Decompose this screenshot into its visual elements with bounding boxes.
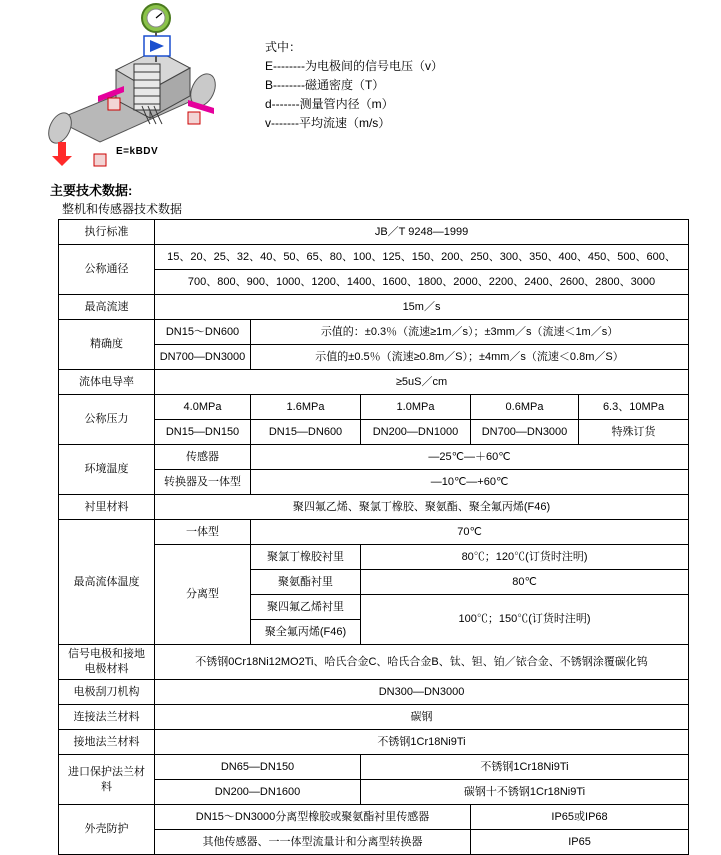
row-label-standard: 执行标准 (59, 220, 155, 245)
section-title: 主要技术数据: (50, 183, 133, 198)
separate-type-label: 分离型 (155, 545, 251, 645)
pressure-range-3: DN200—DN1000 (361, 420, 471, 445)
separate-temp-2: 80℃ (361, 570, 689, 595)
table-row (59, 645, 689, 680)
formula-caption: E=kBDV (116, 146, 159, 157)
legend-line-2: B--------磁通密度（T） (265, 78, 385, 92)
converter-head (142, 4, 170, 62)
nominal-diameter-line-1: 15、20、25、32、40、50、65、80、100、125、150、200、250、300、350、400、450、500、600、 (155, 245, 689, 270)
table-row (59, 320, 689, 345)
row-label-ground-flange: 接地法兰材料 (59, 730, 155, 755)
accuracy-range-2: DN700—DN3000 (155, 345, 251, 370)
pressure-range-2: DN15—DN600 (251, 420, 361, 445)
row-label-accuracy: 精确度 (59, 320, 155, 370)
pressure-value-4: 0.6MPa (471, 395, 579, 420)
electrode-label-line-2: 电极材料 (84, 663, 129, 675)
integrated-type-value: 70℃ (251, 520, 689, 545)
pressure-range-5: 特殊订货 (579, 420, 689, 445)
separate-material-4: 聚全氟丙烯(F46) (251, 620, 361, 645)
table-row (59, 295, 689, 320)
pressure-value-1: 4.0MPa (155, 395, 251, 420)
separate-temp-3: 100℃；150℃(订货时注明) (361, 595, 689, 645)
row-value-lining-material: 聚四氟乙烯、聚氯丁橡胶、聚氨酯、聚全氟丙烯(F46) (155, 495, 689, 520)
pressure-range-1: DN15—DN150 (155, 420, 251, 445)
row-value-conductivity: ≥5uS／cm (155, 370, 689, 395)
row-label-scraper: 电极刮刀机构 (59, 680, 155, 705)
inlet-flange-label-line-2: 料 (101, 780, 112, 793)
table-row (59, 370, 689, 395)
specification-table (58, 219, 689, 855)
row-label-conductivity: 流体电导率 (59, 370, 155, 395)
separate-temp-1: 80℃；120℃(订货时注明) (361, 545, 689, 570)
table-row (59, 705, 689, 730)
table-row (59, 395, 689, 420)
inlet-flange-material-1: 不锈钢1Cr18Ni9Ti (361, 755, 689, 780)
row-value-max-velocity: 15m／s (155, 295, 689, 320)
accuracy-range-1: DN15～DN600 (155, 320, 251, 345)
table-row (59, 805, 689, 830)
formula-legend (265, 38, 565, 133)
row-value-ground-flange: 不锈钢1Cr18Ni9Ti (155, 730, 689, 755)
pressure-value-5: 6.3、10MPa (579, 395, 689, 420)
row-label-max-velocity: 最高流速 (59, 295, 155, 320)
enclosure-desc-1: DN15～DN3000分离型橡胶或聚氨酯衬里传感器 (155, 805, 471, 830)
inlet-flange-range-2: DN200—DN1600 (155, 780, 361, 805)
row-label-enclosure-protection: 外壳防护 (59, 805, 155, 855)
inlet-flange-range-1: DN65—DN150 (155, 755, 361, 780)
nominal-diameter-line-2: 700、800、900、1000、1200、1400、1600、1800、2000、2200、2400、2600、2800、3000 (155, 270, 689, 295)
ambient-converter-label: 转换器及一体型 (155, 470, 251, 495)
row-value-scraper: DN300—DN3000 (155, 680, 689, 705)
row-label-nominal-diameter: 公称通径 (59, 245, 155, 295)
section-subtitle: 整机和传感器技术数据 (62, 202, 183, 216)
inlet-flange-material-2: 碳钢十不锈钢1Cr18Ni9Ti (361, 780, 689, 805)
row-label-inlet-protection-flange (59, 755, 155, 805)
table-row (59, 755, 689, 780)
table-row (59, 495, 689, 520)
table-row (59, 245, 689, 270)
enclosure-rating-1: IP65或IP68 (471, 805, 689, 830)
separate-material-3: 聚四氟乙烯衬里 (251, 595, 361, 620)
table-row (59, 220, 689, 245)
row-label-flange-material: 连接法兰材料 (59, 705, 155, 730)
table-row (59, 730, 689, 755)
ambient-sensor-value: —25℃—＋60℃ (251, 445, 689, 470)
inlet-flange-label-line-1: 进口保护法兰材 (68, 765, 145, 778)
accuracy-value-2: 示值的±0.5％（流速≥0.8m／S）；±4mm／s（流速＜0.8m／S） (251, 345, 689, 370)
row-label-max-fluid-temp: 最高流体温度 (59, 520, 155, 645)
separate-material-1: 聚氯丁橡胶衬里 (251, 545, 361, 570)
legend-heading: 式中： (265, 40, 302, 54)
legend-line-4: v-------平均流速（m/s） (265, 116, 391, 130)
table-row (59, 445, 689, 470)
accuracy-value-1: 示值的：±0.3％（流速≥1m／s）；±3mm／s（流速＜1m／s） (251, 320, 689, 345)
legend-line-3: d-------测量管内径（m） (265, 97, 394, 111)
electrode-label-line-1: 信号电极和接地 (68, 648, 145, 660)
ambient-converter-value: —10℃—+60℃ (251, 470, 689, 495)
pressure-value-3: 1.0MPa (361, 395, 471, 420)
row-label-lining-material: 衬里材料 (59, 495, 155, 520)
pressure-range-4: DN700—DN3000 (471, 420, 579, 445)
row-value-standard: JB／T 9248—1999 (155, 220, 689, 245)
table-row (59, 680, 689, 705)
row-label-electrode-material (59, 645, 155, 680)
row-value-flange-material: 碳钢 (155, 705, 689, 730)
legend-line-1: E--------为电极间的信号电压（v） (265, 59, 443, 73)
flow-arrows (52, 142, 72, 166)
integrated-type-label: 一体型 (155, 520, 251, 545)
separate-material-2: 聚氨酯衬里 (251, 570, 361, 595)
row-label-nominal-pressure: 公称压力 (59, 395, 155, 445)
row-value-electrode-material: 不锈钢0Cr18Ni12MO2Ti、哈氏合金C、哈氏合金B、钛、钽、铂／铱合金、不锈钢涂覆碳化钨 (155, 645, 689, 680)
row-label-ambient-temp: 环境温度 (59, 445, 155, 495)
pressure-value-2: 1.6MPa (251, 395, 361, 420)
ambient-sensor-label: 传感器 (155, 445, 251, 470)
table-row (59, 520, 689, 545)
flowmeter-diagram (38, 2, 248, 172)
enclosure-rating-2: IP65 (471, 830, 689, 855)
enclosure-desc-2: 其他传感器、一一体型流量计和分离型转换器 (155, 830, 471, 855)
